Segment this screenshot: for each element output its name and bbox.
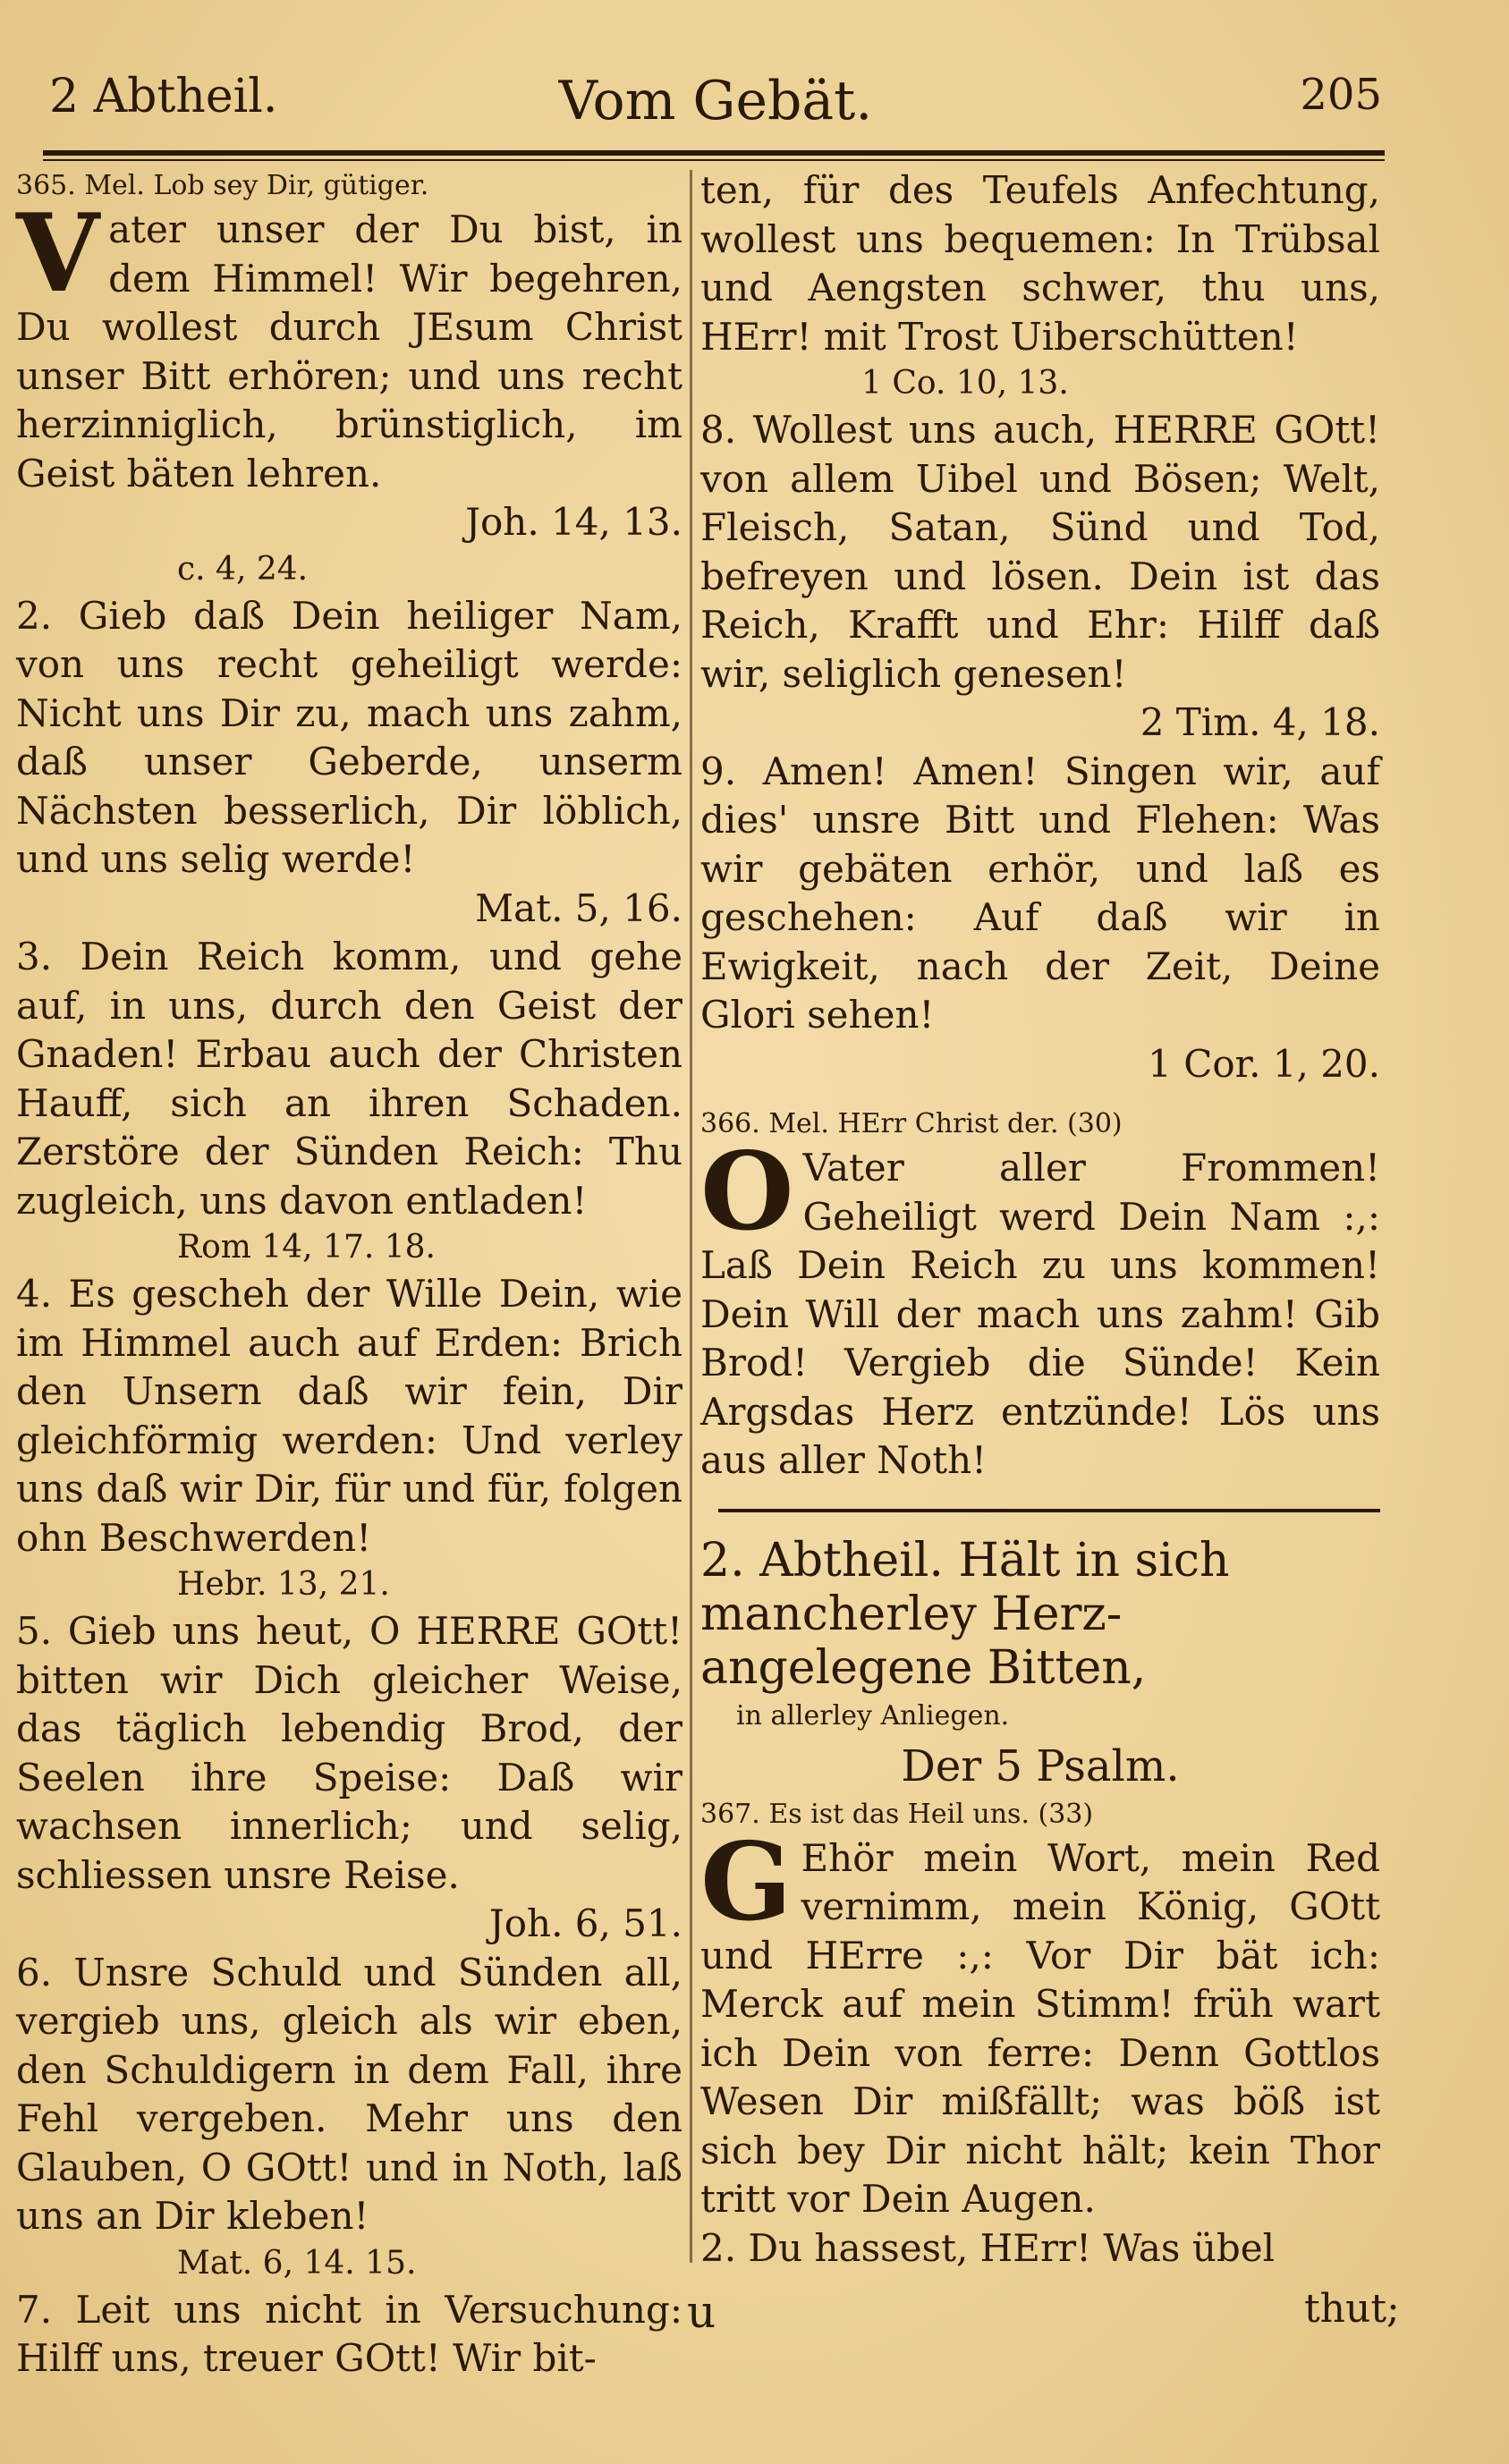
scripture-reference: 1 Cor. 1, 20. <box>1148 1041 1380 1086</box>
hymn-366-verse-1 <box>700 1129 1380 1486</box>
hymn-367-melody: 367. Es ist das Heil uns. (33) <box>700 1798 1094 1830</box>
hymn-365-verse-5: 5. Gieb uns heut, O HERRE GOtt! bitten wir Dich gleicher Weise, das täglich lebendig Brod, der Seelen ihre Speise: Daß wir wachsen innerlich; und selig, schliessen unsre Reise. <box>16 1609 682 1897</box>
catchword: thut; <box>1304 2286 1400 2332</box>
page-header <box>49 70 1382 141</box>
signature-mark: u <box>687 2286 716 2338</box>
header-rule-thin <box>43 159 1385 161</box>
section-heading: 2. Abtheil. Hält in sich mancherley Herz-angelegene Bitten, <box>700 1533 1230 1695</box>
hymn-367-verse-1 <box>700 1818 1380 2224</box>
scripture-reference: Joh. 14, 13. <box>465 500 682 544</box>
running-title: Vom Gebät. <box>558 70 873 132</box>
hymn-366-melody: 366. Mel. HErr Christ der. (30) <box>700 1108 1123 1139</box>
drop-cap: G <box>700 1818 793 1945</box>
header-rule <box>43 150 1385 156</box>
scripture-reference: Mat. 5, 16. <box>475 885 682 930</box>
scripture-reference: Hebr. 13, 21. <box>177 1566 390 1603</box>
hymn-365-verse-7-continued: ten, für des Teufels Anfechtung, wollest uns bequemen: In Trübsal und Aengsten schwer, thu uns, HErr! mit Trost Uiberschütten! <box>700 168 1380 359</box>
hymn-365-verse-9: 9. Amen! Amen! Singen wir, auf dies' unsre Bitt und Flehen: Was wir gebäten erhör, und laß es geschehen: Auf daß wir in Ewigkeit, nach der Zeit, Deine Glori sehen! <box>700 749 1380 1037</box>
hymn-365-verse-8: 8. Wollest uns auch, HERRE GOtt! von allem Uibel und Bösen; Welt, Fleisch, Satan, Sünd und Tod, befreyen und lösen. Dein ist das Reich, Krafft und Ehr: Hilff daß wir, seliglich genesen! <box>700 408 1380 696</box>
verse-text: ater unser der Du bist, in dem Himmel! Wir begehren, Du wollest durch JEsum Christ unser Bitt erhören; und uns recht herzinniglich, brünstiglich, im Geist bäten lehren. <box>16 207 682 495</box>
column-divider <box>690 170 692 2263</box>
right-column <box>700 166 1380 2273</box>
left-column <box>16 166 682 2384</box>
drop-cap: V <box>16 191 100 317</box>
scripture-reference: c. 4, 24. <box>177 550 309 588</box>
hymn-365-verse-1 <box>16 191 682 498</box>
hymn-365-verse-6: 6. Unsre Schuld und Sünden all, vergieb uns, gleich als wir eben, den Schuldigern in dem Fall, ihre Fehl vergeben. Mehr uns den Glauben, O GOtt! und in Noth, laß uns an Dir kleben! <box>16 1950 682 2238</box>
psalm-title: Der 5 Psalm. <box>901 1740 1180 1791</box>
section-label: 2 Abtheil. <box>49 70 278 123</box>
hymn-365-melody: 365. Mel. Lob sey Dir, gütiger. <box>16 170 429 201</box>
section-subheading: in allerley Anliegen. <box>736 1699 1010 1732</box>
scripture-reference: Mat. 6, 14. 15. <box>177 2244 417 2282</box>
scripture-reference: 2 Tim. 4, 18. <box>1140 700 1380 744</box>
scripture-reference: Joh. 6, 51. <box>488 1901 682 1945</box>
hymn-365-verse-7: 7. Leit uns nicht in Versuchung: Hilff uns, treuer GOtt! Wir bit- <box>16 2287 682 2380</box>
hymn-365-verse-3: 3. Dein Reich komm, und gehe auf, in uns, durch den Geist der Gnaden! Erbau auch der Christen Hauff, sich an ihren Schaden. Zerstöre der Sünden Reich: Thu zugleich, uns davon entladen! <box>16 935 682 1223</box>
hymn-365-verse-2: 2. Gieb daß Dein heiliger Nam, von uns recht geheiligt werde: Nicht uns Dir zu, mach uns zahm, daß unser Geberde, unserm Nächsten besserlich, Dir löblich, und uns selig werde! <box>16 593 682 881</box>
scripture-reference: 1 Co. 10, 13. <box>861 365 1069 402</box>
verse-text: Ehör mein Wort, mein Red vernimm, mein König, GOtt und HErre :,: Vor Dir bät ich: Merck auf mein Stimm! früh wart ich Dein von ferre: Denn Gottlos Wesen Dir mißfällt; was böß ist sich bey Dir nicht hält; kein Thor tritt vor Dein Augen. <box>700 1835 1380 2221</box>
hymn-367-verse-2: 2. Du hassest, HErr! Was übel <box>700 2225 1276 2270</box>
scripture-reference: Rom 14, 17. 18. <box>177 1229 437 1266</box>
page-number: 205 <box>1300 70 1382 120</box>
drop-cap: O <box>700 1129 794 1255</box>
section-divider <box>718 1509 1380 1512</box>
hymn-365-verse-4: 4. Es gescheh der Wille Dein, wie im Himmel auch auf Erden: Brich den Unsern daß wir fein, Dir gleichförmig werden: Und verley uns daß wir Dir, für und für, folgen ohn Beschwerden! <box>16 1272 682 1560</box>
verse-text: Vater aller Frommen! Geheiligt werd Dein Nam :,: Laß Dein Reich zu uns kommen! Dein Will der mach uns zahm! Gib Brod! Vergieb die Sünde! Kein Argsdas Herz entzünde! Lös uns aus aller Noth! <box>700 1146 1380 1482</box>
